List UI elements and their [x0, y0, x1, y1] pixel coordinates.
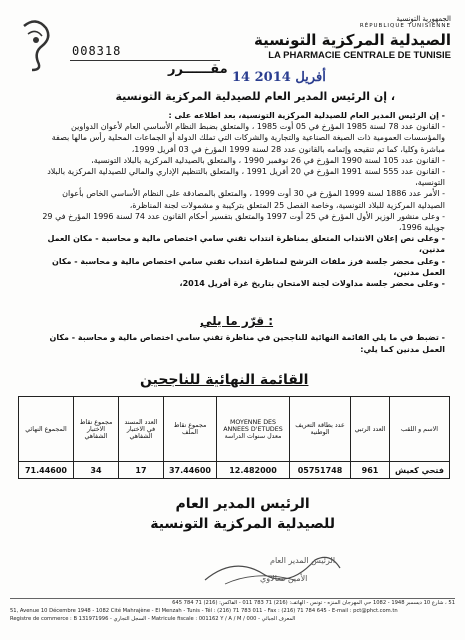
- paragraph-law-1985: - القانون عدد 78 لسنة 1985 المؤرخ في 05 أوت 1985 ، والمتعلق بضبط النظام الأساسي العام لأعوان الدواوين والمؤسسات العمومية ذات الصبغة الصناعية والتجارية والشركات التي تملك الدولة أو الجماعات المحلية رأس مالها بصفة مباشرة وكليا، كما تم تنقيحه وإتمامه بالقانون عدد 28 لسنة 1999 المؤرخ في 03 أفريل 1999،: [51, 122, 445, 154]
- signature-line-2: للصيدلية المركزية التونسية: [150, 516, 335, 532]
- col-final-score: المجموع النهائي: [19, 397, 74, 462]
- signature-line-1: الرئيس المدير العام: [175, 496, 310, 512]
- decision-date: 14 أفريل 2014: [232, 70, 326, 85]
- header-divider: [70, 60, 220, 61]
- footer-address-arabic: 51 ، شارع 10 ديسمبر 1948 - 1082 حي المهرجان المنزه - تونس - الهاتف: (216) 71 783 011 - الفاكس: (216) 71 784 645: [172, 600, 455, 606]
- cell-final-score: 71.44600: [19, 462, 74, 479]
- cell-national-id: 05751748: [290, 462, 351, 479]
- cell-file-score: 37.44600: [164, 462, 217, 479]
- paragraph-law-1991: - القانون عدد 555 لسنة 1991 المؤرخ في 20 أفريل 1991 ، والمتعلق بالتنظيم الإداري والمالي للصيدلية المركزية بالبلاد التونسية،: [47, 167, 445, 188]
- paragraph-sorting-minutes: - وعلى محضر جلسة فرز ملفات الترشح لمناظرة انتداب تقني سامي اختصاص مالية و محاسبة - مكان العمل مدنين،: [51, 256, 445, 277]
- footer-registry: Registre de commerce : B 131971996 - السجل التجاري - Matricule fiscale : 001162 Y / A / M / 000 - المعرف الجبائي: [10, 616, 296, 622]
- signature-block: [150, 494, 335, 534]
- cell-rank: 961: [351, 462, 390, 479]
- cell-full-name: فتحي كعيش: [390, 462, 450, 479]
- paragraph-intro: - إن الرئيس المدير العام للصيدلية المركزية التونسية، بعد اطلاعه على :: [168, 111, 445, 120]
- cell-study-average: 12.482000: [217, 462, 290, 479]
- table-row: [19, 462, 450, 479]
- col-rank: العدد الرتبي: [351, 397, 390, 462]
- cell-oral-total: 34: [74, 462, 119, 479]
- paragraph-announcement: - وعلى نص إعلان الانتداب المتعلق بمناظرة انتداب تقني سامي اختصاص مالية و محاسبة - مكان العمل مدنين،: [47, 234, 445, 255]
- col-full-name: الاسم و اللقب: [390, 397, 450, 462]
- cell-oral-grade: 17: [119, 462, 164, 479]
- page-footer: [10, 598, 455, 623]
- republic-arabic: الجمهورية التونسية: [396, 15, 451, 23]
- company-arabic: الصيدلية المركزية التونسية: [254, 31, 451, 49]
- decision-text: - تضبط في ما يلي القائمة النهائية للناجحين في مناظرة تقني سامي اختصاص مالية و محاسبة - مكان العمل مدنين كما يلي:: [49, 333, 445, 354]
- final-list-title: القائمة النهائية للناجحين: [140, 372, 309, 388]
- col-file-score: مجموع نقاط الملف: [164, 397, 217, 462]
- footer-address-french: 51, Avenue 10 Décembre 1948 - 1082 Cité Mahrajène - El Menzah - Tunis - Tél : (216) 71 783 011 - Fax : (216) 71 784 645 - E-mail : pct@phct.com.tn: [10, 608, 398, 614]
- institution-header: [241, 14, 451, 61]
- col-oral-grade: العدد المسند في الاختبار الشفاهي: [119, 397, 164, 462]
- paragraph-deliberation-minutes: - وعلى محضر جلسة مداولات لجنة الامتحان بتاريخ غرة أفريل 2014،: [179, 279, 445, 289]
- company-french: LA PHARMACIE CENTRALE DE TUNISIE: [268, 50, 451, 61]
- decided-heading: قرّر ما يلي :: [200, 314, 274, 328]
- legal-references: [35, 110, 445, 289]
- paragraph-law-1990: - القانون عدد 105 لسنة 1990 المؤرخ في 26 نوفمبر 1990 ، والمتعلق بالصيدلية المركزية بالبلاد التونسية،: [91, 155, 445, 165]
- pharmacy-logo: [14, 14, 60, 74]
- paragraph-circular-1997: - وعلى منشور الوزير الأول المؤرخ في 25 أوت 1997 والمتعلق بتفسير أحكام القانون عدد 74 لسنة 1996 المؤرخ في 29 جويلية 1996،: [42, 211, 445, 233]
- col-oral-total: مجموع نقاط الاختبار الشفاهي: [74, 397, 119, 462]
- stamp-text-2: الأمين معالاوي: [260, 574, 308, 583]
- republic-french: RÉPUBLIQUE TUNISIENNE: [359, 23, 451, 29]
- results-table: [18, 396, 450, 479]
- document-number: 008318: [72, 44, 122, 58]
- table-header-row: [19, 397, 450, 462]
- col-national-id: عدد بطاقة التعريف الوطنية: [290, 397, 351, 462]
- main-title: إن الرئيس المدير العام للصيدلية المركزية التونسية ،: [115, 90, 395, 103]
- paragraph-decree-1999: - الأمر عدد 1886 لسنة 1999 المؤرخ في 30 أوت 1999 ، والمتعلق بالمصادقة على النظام الأساسي الخاص بأعوان الصيدلية المركزية للبلاد التونسية، وخاصة الفصل 25 المتعلق بتركيبة و مشمولات لجنة المناظرة،: [62, 189, 445, 210]
- decision-heading: مقــــــرر: [168, 62, 228, 77]
- stamp-text-1: الرئيس المدير العام: [270, 556, 336, 565]
- col-study-average: MOYENNE DES ANNEES D'ETUDES معدل سنوات الدراسة: [217, 397, 290, 462]
